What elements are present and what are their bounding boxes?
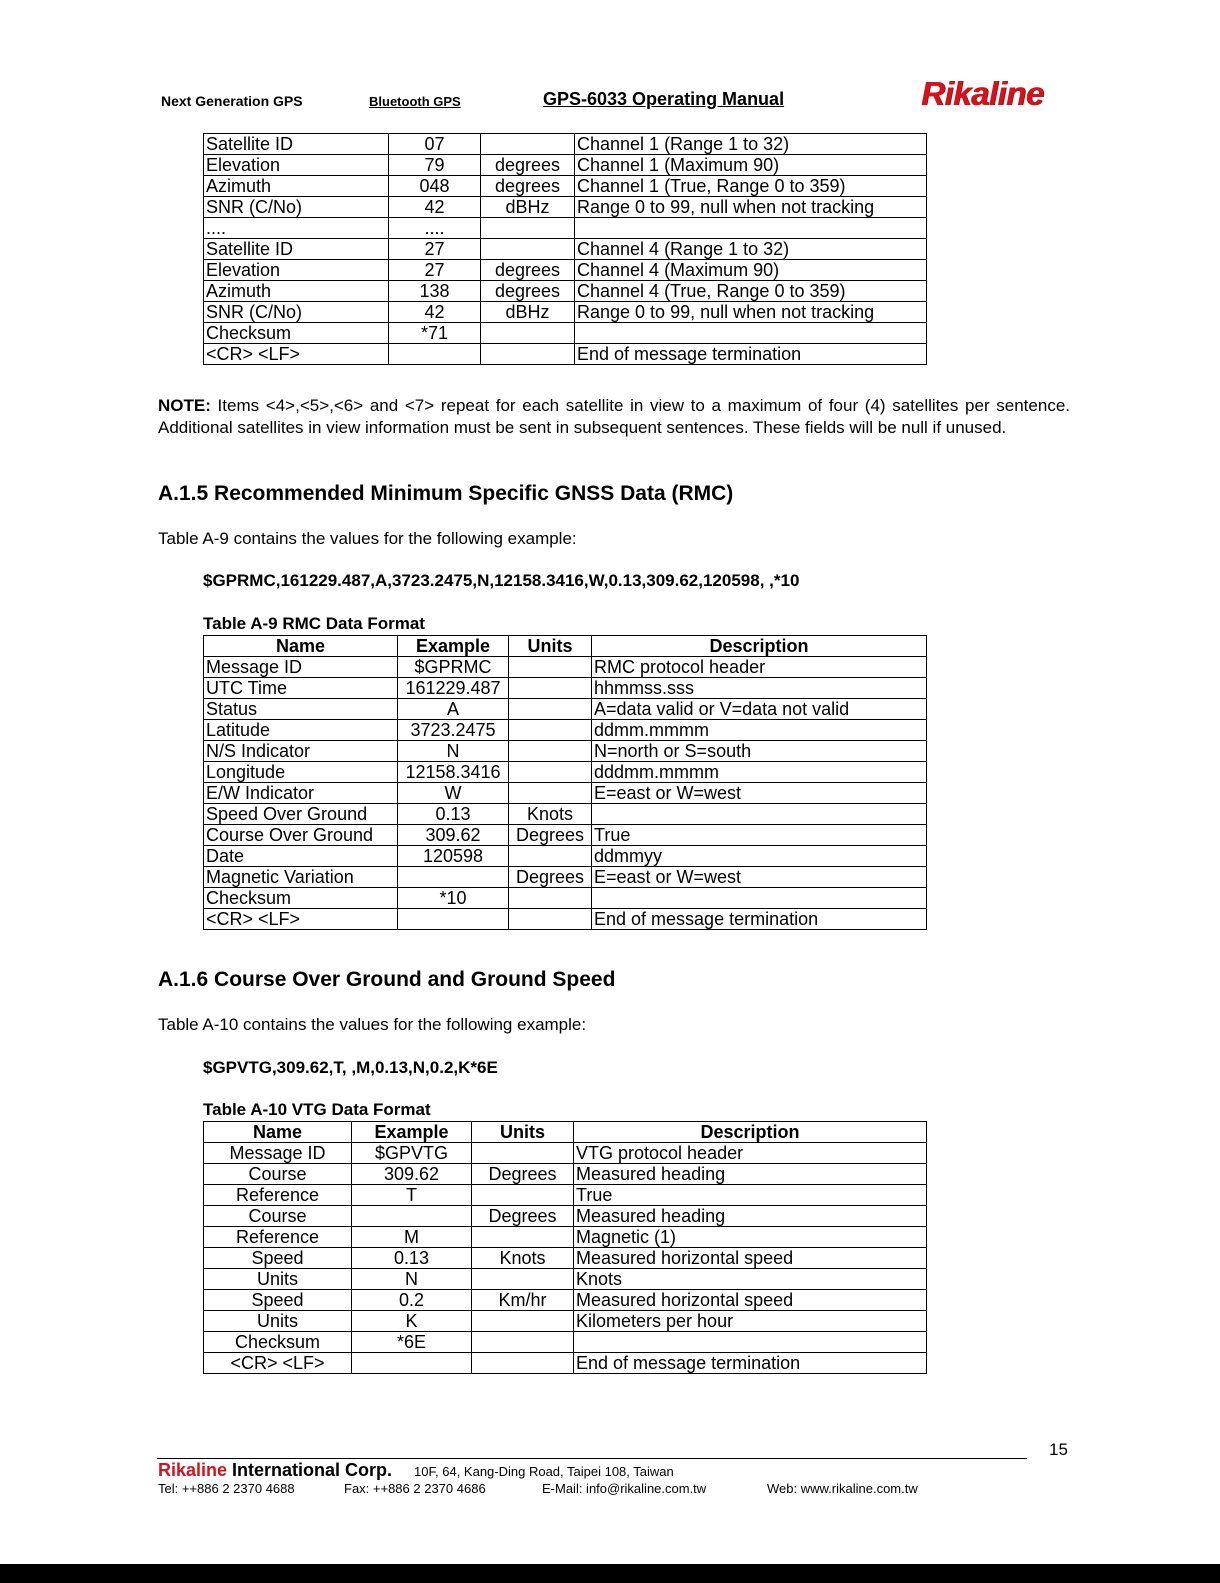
- table-cell: N/S Indicator: [204, 741, 398, 762]
- table-cell: RMC protocol header: [592, 657, 927, 678]
- table-cell: Course: [204, 1164, 352, 1185]
- table-row: [204, 281, 927, 302]
- table-cell: 3723.2475: [398, 720, 509, 741]
- footer-brand: Rikaline: [158, 1460, 228, 1480]
- table-row: [204, 323, 927, 344]
- table-row: [204, 218, 927, 239]
- table-cell: [509, 888, 592, 909]
- table-cell: [574, 1332, 927, 1353]
- footer-tel: Tel: ++886 2 2370 4688: [158, 1481, 295, 1496]
- footer-corp-name: International Corp.: [227, 1460, 393, 1480]
- table-cell: 07: [389, 134, 481, 155]
- column-header-example: Example: [352, 1122, 472, 1143]
- table-cell: [509, 678, 592, 699]
- table-cell: Channel 1 (Maximum 90): [575, 155, 927, 176]
- table-cell: Range 0 to 99, null when not tracking: [575, 197, 927, 218]
- table-cell: N: [398, 741, 509, 762]
- table-cell: T: [352, 1185, 472, 1206]
- table-cell: Degrees: [472, 1206, 574, 1227]
- table-row: [204, 1290, 927, 1311]
- table-cell: Course: [204, 1206, 352, 1227]
- table-cell: [481, 218, 575, 239]
- vtg-intro-text: Table A-10 contains the values for the following example:: [158, 1015, 587, 1034]
- table-cell: End of message termination: [574, 1353, 927, 1374]
- table-cell: hhmmss.sss: [592, 678, 927, 699]
- column-header-units: Units: [509, 636, 592, 657]
- table-row: [204, 134, 927, 155]
- table-header-row: [204, 1122, 927, 1143]
- table-cell: Latitude: [204, 720, 398, 741]
- table-cell: Message ID: [204, 1143, 352, 1164]
- table-cell: [398, 867, 509, 888]
- table-cell: [472, 1353, 574, 1374]
- table-cell: 12158.3416: [398, 762, 509, 783]
- footer-email: E-Mail: info@rikaline.com.tw: [542, 1481, 707, 1496]
- table-cell: [509, 783, 592, 804]
- table-cell: Checksum: [204, 888, 398, 909]
- rmc-example-sentence: $GPRMC,161229.487,A,3723.2475,N,12158.3416,W,0.13,309.62,120598, ,*10: [203, 571, 800, 590]
- table-cell: Speed Over Ground: [204, 804, 398, 825]
- note-paragraph: [158, 395, 1070, 439]
- table-cell: SNR (C/No): [204, 302, 389, 323]
- footer-divider: [157, 1458, 1027, 1459]
- table-row: [204, 197, 927, 218]
- table-cell: dddmm.mmmm: [592, 762, 927, 783]
- table-cell: Channel 4 (True, Range 0 to 359): [575, 281, 927, 302]
- table-cell: Magnetic (1): [574, 1227, 927, 1248]
- table-cell: Measured horizontal speed: [574, 1248, 927, 1269]
- table-cell: A=data valid or V=data not valid: [592, 699, 927, 720]
- table-cell: $GPRMC: [398, 657, 509, 678]
- table-cell: degrees: [481, 260, 575, 281]
- table-cell: <CR> <LF>: [204, 909, 398, 930]
- table-cell: Speed: [204, 1290, 352, 1311]
- table-row: [204, 1311, 927, 1332]
- rikaline-logo: Rikaline: [921, 75, 1044, 112]
- table-cell: [472, 1269, 574, 1290]
- table-cell: 0.13: [352, 1248, 472, 1269]
- table-cell: Azimuth: [204, 176, 389, 197]
- table-cell: <CR> <LF>: [204, 1353, 352, 1374]
- table-cell: 42: [389, 302, 481, 323]
- table-cell: Channel 1 (Range 1 to 32): [575, 134, 927, 155]
- table-cell: [509, 762, 592, 783]
- table-cell: Checksum: [204, 323, 389, 344]
- table-cell: Km/hr: [472, 1290, 574, 1311]
- page-number: 15: [1049, 1440, 1068, 1459]
- table-cell: [575, 323, 927, 344]
- table-cell: 27: [389, 260, 481, 281]
- header-document-title: GPS-6033 Operating Manual: [543, 89, 785, 109]
- rmc-table-caption: Table A-9 RMC Data Format: [203, 614, 425, 633]
- table-cell: [481, 344, 575, 365]
- table-row: [204, 1185, 927, 1206]
- table-cell: [398, 909, 509, 930]
- table-cell: Message ID: [204, 657, 398, 678]
- table-cell: [509, 720, 592, 741]
- table-cell: E=east or W=west: [592, 783, 927, 804]
- header-product-line: Next Generation GPS: [161, 93, 303, 109]
- table-row: [204, 155, 927, 176]
- table-row: [204, 239, 927, 260]
- table-cell: Channel 1 (True, Range 0 to 359): [575, 176, 927, 197]
- table-cell: Satellite ID: [204, 239, 389, 260]
- table-cell: 309.62: [352, 1164, 472, 1185]
- table-cell: True: [592, 825, 927, 846]
- table-cell: <CR> <LF>: [204, 344, 389, 365]
- table-cell: [472, 1332, 574, 1353]
- table-cell: End of message termination: [575, 344, 927, 365]
- footer-web: Web: www.rikaline.com.tw: [767, 1481, 918, 1496]
- table-cell: 309.62: [398, 825, 509, 846]
- table-cell: ....: [389, 218, 481, 239]
- table-cell: $GPVTG: [352, 1143, 472, 1164]
- table-row: [204, 1143, 927, 1164]
- table-row: [204, 260, 927, 281]
- table-cell: 27: [389, 239, 481, 260]
- table-cell: Course Over Ground: [204, 825, 398, 846]
- table-row: [204, 699, 927, 720]
- table-cell: Range 0 to 99, null when not tracking: [575, 302, 927, 323]
- table-cell: degrees: [481, 176, 575, 197]
- rmc-intro-text: Table A-9 contains the values for the following example:: [158, 529, 577, 548]
- table-row: [204, 1227, 927, 1248]
- footer-address: 10F, 64, Kang-Ding Road, Taipei 108, Taiwan: [414, 1464, 674, 1479]
- table-cell: Azimuth: [204, 281, 389, 302]
- table-cell: [472, 1227, 574, 1248]
- table-cell: [509, 699, 592, 720]
- table-cell: Degrees: [509, 825, 592, 846]
- column-header-units: Units: [472, 1122, 574, 1143]
- table-cell: 0.2: [352, 1290, 472, 1311]
- table-row: [204, 888, 927, 909]
- table-cell: End of message termination: [592, 909, 927, 930]
- table-cell: N: [352, 1269, 472, 1290]
- table-row: [204, 176, 927, 197]
- table-cell: ....: [204, 218, 389, 239]
- table-cell: Channel 4 (Range 1 to 32): [575, 239, 927, 260]
- table-cell: Reference: [204, 1185, 352, 1206]
- table-cell: [352, 1353, 472, 1374]
- table-header-row: [204, 636, 927, 657]
- table-cell: K: [352, 1311, 472, 1332]
- column-header-description: Description: [592, 636, 927, 657]
- table-cell: ddmm.mmmm: [592, 720, 927, 741]
- page-bottom-edge: [0, 1564, 1220, 1583]
- table-cell: dBHz: [481, 302, 575, 323]
- section-heading-vtg: A.1.6 Course Over Ground and Ground Speed: [158, 968, 616, 991]
- table-cell: Elevation: [204, 155, 389, 176]
- table-row: [204, 678, 927, 699]
- table-row: [204, 846, 927, 867]
- vtg-table-body: [204, 1143, 927, 1374]
- table-row: [204, 1248, 927, 1269]
- table-cell: [481, 134, 575, 155]
- table-cell: UTC Time: [204, 678, 398, 699]
- table-cell: SNR (C/No): [204, 197, 389, 218]
- header-product-type: Bluetooth GPS: [369, 94, 461, 109]
- table-cell: N=north or S=south: [592, 741, 927, 762]
- table-cell: [575, 218, 927, 239]
- table-cell: Knots: [509, 804, 592, 825]
- table-cell: Units: [204, 1311, 352, 1332]
- table-row: [204, 720, 927, 741]
- table-row: [204, 1206, 927, 1227]
- table-cell: *71: [389, 323, 481, 344]
- table-cell: [509, 657, 592, 678]
- table-cell: [352, 1206, 472, 1227]
- table-cell: [509, 846, 592, 867]
- table-cell: [592, 804, 927, 825]
- rmc-table-body: [204, 657, 927, 930]
- table-cell: [509, 741, 592, 762]
- table-cell: Units: [204, 1269, 352, 1290]
- table-cell: Degrees: [509, 867, 592, 888]
- note-text: Items <4>,<5>,<6> and <7> repeat for each satellite in view to a maximum of four (4) satellites per sentence. Additional satellites in view information must be sent in subsequent sentences. These fields will be null if unused.: [158, 396, 1070, 437]
- vtg-table-caption: Table A-10 VTG Data Format: [203, 1100, 431, 1119]
- table-cell: 161229.487: [398, 678, 509, 699]
- table-row: [204, 741, 927, 762]
- table-cell: Degrees: [472, 1164, 574, 1185]
- table-cell: Checksum: [204, 1332, 352, 1353]
- table-cell: Longitude: [204, 762, 398, 783]
- table-cell: 120598: [398, 846, 509, 867]
- table-cell: Status: [204, 699, 398, 720]
- vtg-example-sentence: $GPVTG,309.62,T, ,M,0.13,N,0.2,K*6E: [203, 1058, 498, 1077]
- table-row: [204, 762, 927, 783]
- table-cell: M: [352, 1227, 472, 1248]
- column-header-description: Description: [574, 1122, 927, 1143]
- table-cell: E=east or W=west: [592, 867, 927, 888]
- table-cell: A: [398, 699, 509, 720]
- table-cell: Speed: [204, 1248, 352, 1269]
- table-cell: Reference: [204, 1227, 352, 1248]
- footer-company-line: [158, 1460, 674, 1481]
- table-cell: 138: [389, 281, 481, 302]
- table-cell: Kilometers per hour: [574, 1311, 927, 1332]
- table-cell: True: [574, 1185, 927, 1206]
- table-cell: [509, 909, 592, 930]
- table-cell: Date: [204, 846, 398, 867]
- gsv-data-table: [203, 133, 927, 365]
- table-cell: 79: [389, 155, 481, 176]
- table-cell: Measured heading: [574, 1206, 927, 1227]
- table-cell: dBHz: [481, 197, 575, 218]
- table-row: [204, 867, 927, 888]
- table-cell: Elevation: [204, 260, 389, 281]
- table-row: [204, 825, 927, 846]
- table-row: [204, 783, 927, 804]
- table-cell: [592, 888, 927, 909]
- note-label: NOTE:: [158, 396, 211, 415]
- table-cell: [472, 1185, 574, 1206]
- table-cell: Measured horizontal speed: [574, 1290, 927, 1311]
- table-row: [204, 344, 927, 365]
- table-row: [204, 1164, 927, 1185]
- table-cell: Knots: [574, 1269, 927, 1290]
- table-cell: 0.13: [398, 804, 509, 825]
- table-cell: Magnetic Variation: [204, 867, 398, 888]
- table-cell: *6E: [352, 1332, 472, 1353]
- rmc-data-table: [203, 635, 927, 930]
- table-row: [204, 1332, 927, 1353]
- column-header-name: Name: [204, 1122, 352, 1143]
- table-row: [204, 657, 927, 678]
- footer-fax: Fax: ++886 2 2370 4686: [344, 1481, 486, 1496]
- table-cell: 42: [389, 197, 481, 218]
- gsv-table-body: [204, 134, 927, 365]
- table-cell: degrees: [481, 155, 575, 176]
- table-row: [204, 804, 927, 825]
- column-header-name: Name: [204, 636, 398, 657]
- table-cell: VTG protocol header: [574, 1143, 927, 1164]
- table-row: [204, 302, 927, 323]
- table-cell: degrees: [481, 281, 575, 302]
- table-cell: *10: [398, 888, 509, 909]
- table-cell: [472, 1143, 574, 1164]
- table-row: [204, 1269, 927, 1290]
- table-cell: Satellite ID: [204, 134, 389, 155]
- table-cell: Channel 4 (Maximum 90): [575, 260, 927, 281]
- table-cell: W: [398, 783, 509, 804]
- table-cell: ddmmyy: [592, 846, 927, 867]
- table-cell: [389, 344, 481, 365]
- table-cell: [472, 1311, 574, 1332]
- table-row: [204, 909, 927, 930]
- table-cell: 048: [389, 176, 481, 197]
- vtg-data-table: [203, 1121, 927, 1374]
- column-header-example: Example: [398, 636, 509, 657]
- table-cell: [481, 239, 575, 260]
- table-cell: E/W Indicator: [204, 783, 398, 804]
- table-cell: [481, 323, 575, 344]
- table-cell: Knots: [472, 1248, 574, 1269]
- table-row: [204, 1353, 927, 1374]
- table-cell: Measured heading: [574, 1164, 927, 1185]
- section-heading-rmc: A.1.5 Recommended Minimum Specific GNSS Data (RMC): [158, 482, 734, 505]
